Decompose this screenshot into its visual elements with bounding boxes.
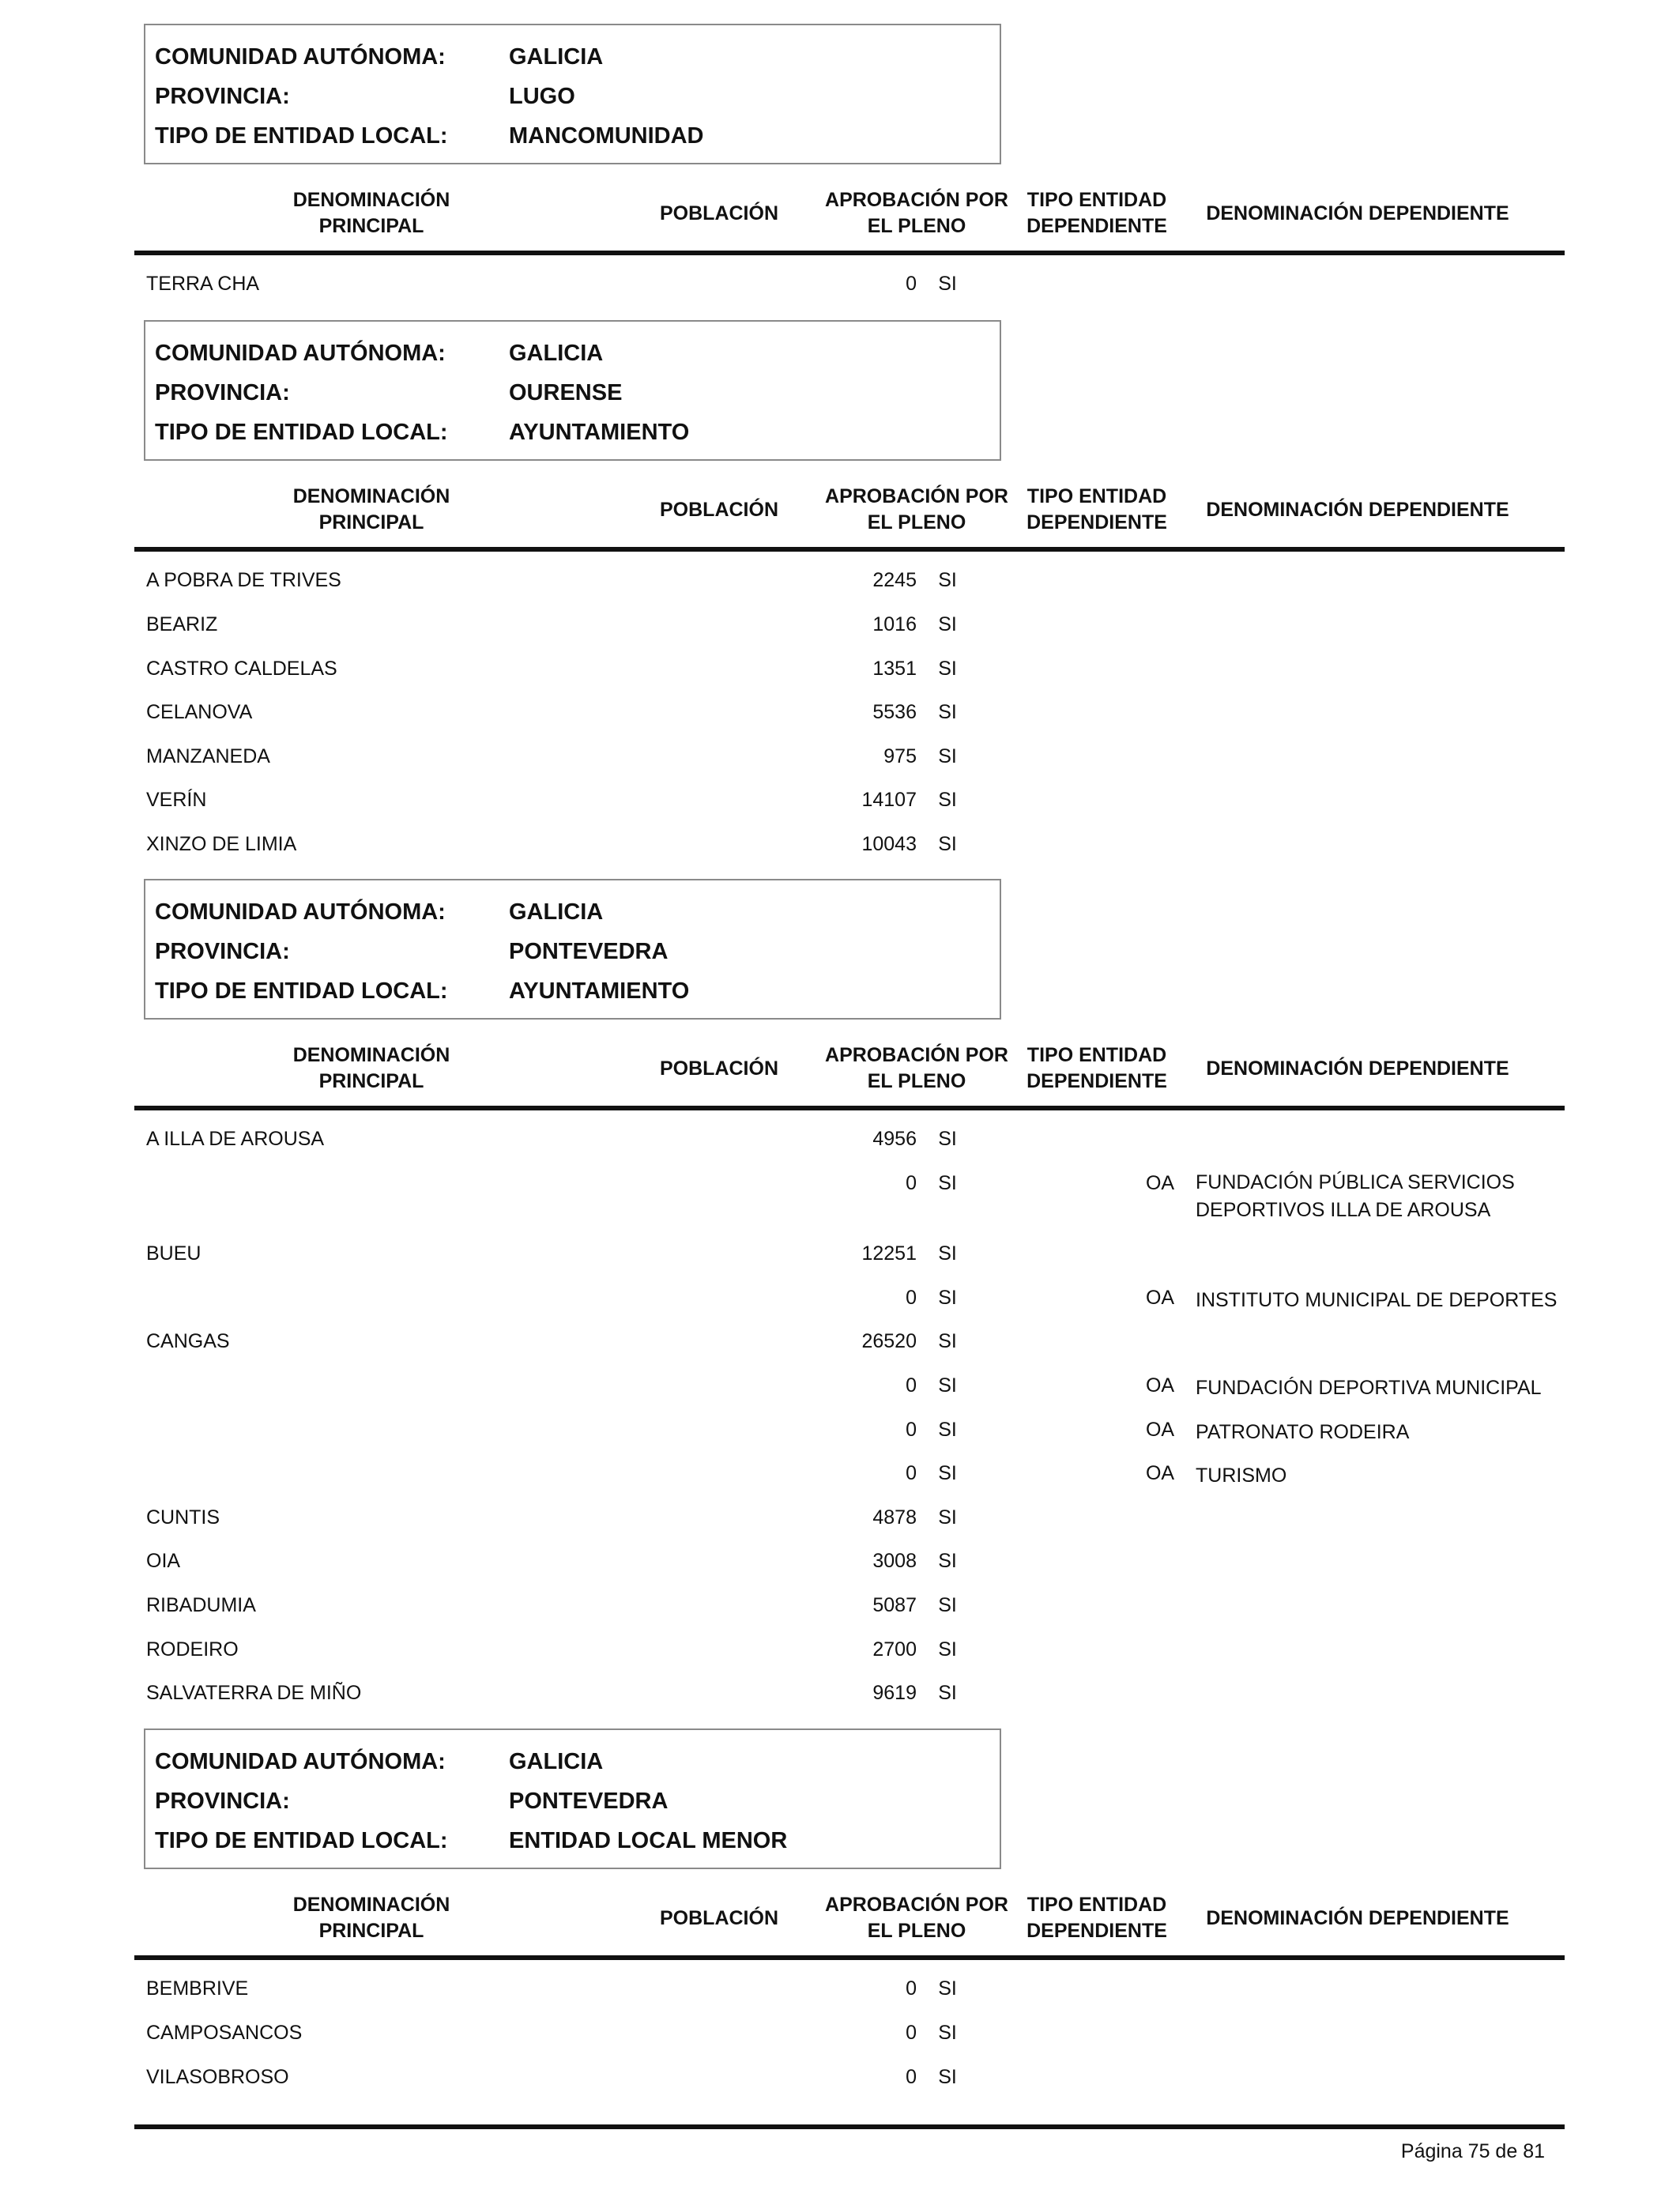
header-rule <box>134 1955 1565 1960</box>
row-aprobacion: SI <box>938 1682 957 1704</box>
row-aprobacion: SI <box>938 273 957 295</box>
table-row <box>134 613 1565 653</box>
row-poblacion: 0 <box>906 2066 917 2088</box>
row-aprobacion: SI <box>938 1594 957 1616</box>
row-poblacion: 0 <box>906 1287 917 1309</box>
header-aprobacion: APROBACIÓN POR EL PLENO <box>825 1044 1008 1092</box>
row-aprobacion: SI <box>938 1638 957 1661</box>
comunidad-label: COMUNIDAD AUTÓNOMA: <box>155 341 446 366</box>
table-row <box>134 1594 1565 1634</box>
table-row <box>134 701 1565 741</box>
row-aprobacion: SI <box>938 2022 957 2044</box>
header-denominacion-principal: DENOMINACIÓN PRINCIPAL <box>292 189 450 237</box>
row-name: VILASOBROSO <box>146 2066 289 2088</box>
table-row <box>134 1128 1565 1167</box>
section-info-box <box>144 879 1001 1020</box>
row-dependiente: TURISMO <box>1196 1465 1287 1487</box>
row-poblacion: 1016 <box>872 613 917 635</box>
row-aprobacion: SI <box>938 1287 957 1309</box>
row-poblacion: 5536 <box>872 701 917 723</box>
table-row <box>134 1550 1565 1589</box>
header-tipo-entidad: TIPO ENTIDAD DEPENDIENTE <box>1026 1044 1167 1092</box>
row-aprobacion: SI <box>938 658 957 680</box>
comunidad-label: COMUNIDAD AUTÓNOMA: <box>155 44 446 70</box>
table-row <box>134 1330 1565 1370</box>
table-row <box>134 1506 1565 1546</box>
row-aprobacion: SI <box>938 833 957 855</box>
row-poblacion: 0 <box>906 1172 917 1194</box>
row-dependiente: FUNDACIÓN PÚBLICA SERVICIOS DEPORTIVOS ILLA DE AROUSA <box>1196 1171 1515 1221</box>
row-poblacion: 4878 <box>872 1506 917 1529</box>
footer-rule <box>134 2124 1565 2129</box>
row-tipo: OA <box>1145 1462 1175 1484</box>
row-aprobacion: SI <box>938 1550 957 1572</box>
row-name: OIA <box>146 1550 181 1572</box>
row-aprobacion: SI <box>938 1330 957 1352</box>
row-poblacion: 2700 <box>872 1638 917 1661</box>
provincia-label: PROVINCIA: <box>155 939 290 964</box>
section-info-box <box>144 1728 1001 1869</box>
row-poblacion: 0 <box>906 273 917 295</box>
tipo-entidad-value: MANCOMUNIDAD <box>509 123 704 149</box>
table-row <box>134 789 1565 828</box>
row-aprobacion: SI <box>938 1128 957 1150</box>
row-aprobacion: SI <box>938 569 957 591</box>
row-aprobacion: SI <box>938 701 957 723</box>
row-name: CUNTIS <box>146 1506 220 1529</box>
provincia-value: OURENSE <box>509 380 623 405</box>
row-dependiente: INSTITUTO MUNICIPAL DE DEPORTES <box>1196 1289 1558 1311</box>
row-aprobacion: SI <box>938 1242 957 1265</box>
header-denominacion-dependiente: DENOMINACIÓN DEPENDIENTE <box>1206 1906 1509 1929</box>
row-aprobacion: SI <box>938 613 957 635</box>
table-row <box>134 1172 1565 1243</box>
row-dependiente: FUNDACIÓN DEPORTIVA MUNICIPAL <box>1196 1377 1542 1399</box>
row-poblacion: 9619 <box>872 1682 917 1704</box>
header-rule <box>134 547 1565 552</box>
header-poblacion: POBLACIÓN <box>660 1906 778 1929</box>
provincia-value: PONTEVEDRA <box>509 1789 669 1814</box>
table-row <box>134 1638 1565 1678</box>
header-denominacion-principal: DENOMINACIÓN PRINCIPAL <box>292 485 450 533</box>
row-tipo: OA <box>1145 1419 1175 1441</box>
table-row <box>134 2066 1565 2105</box>
row-tipo: OA <box>1145 1374 1175 1397</box>
comunidad-label: COMUNIDAD AUTÓNOMA: <box>155 1749 446 1774</box>
row-poblacion: 0 <box>906 1374 917 1397</box>
table-row <box>134 1419 1565 1458</box>
row-name: MANZANEDA <box>146 745 270 767</box>
row-poblacion: 0 <box>906 1419 917 1441</box>
header-denominacion-dependiente: DENOMINACIÓN DEPENDIENTE <box>1206 202 1509 224</box>
header-denominacion-principal: DENOMINACIÓN PRINCIPAL <box>292 1044 450 1092</box>
header-rule <box>134 1106 1565 1110</box>
tipo-entidad-value: AYUNTAMIENTO <box>509 420 690 445</box>
header-tipo-entidad: TIPO ENTIDAD DEPENDIENTE <box>1026 485 1167 533</box>
header-aprobacion: APROBACIÓN POR EL PLENO <box>825 485 1008 533</box>
row-name: TERRA CHA <box>146 273 260 295</box>
header-poblacion: POBLACIÓN <box>660 498 778 521</box>
table-row <box>134 658 1565 697</box>
row-poblacion: 14107 <box>861 789 917 811</box>
column-header-row <box>134 1879 1565 1958</box>
provincia-label: PROVINCIA: <box>155 380 290 405</box>
row-aprobacion: SI <box>938 1419 957 1441</box>
table-row <box>134 1287 1565 1326</box>
row-aprobacion: SI <box>938 2066 957 2088</box>
row-poblacion: 10043 <box>861 833 917 855</box>
table-row <box>134 1462 1565 1502</box>
header-tipo-entidad: TIPO ENTIDAD DEPENDIENTE <box>1026 1894 1167 1942</box>
row-aprobacion: SI <box>938 1172 957 1194</box>
row-name: A ILLA DE AROUSA <box>146 1128 325 1150</box>
row-name: VERÍN <box>146 789 207 811</box>
header-aprobacion: APROBACIÓN POR EL PLENO <box>825 1894 1008 1942</box>
row-name: BEARIZ <box>146 613 218 635</box>
row-name: XINZO DE LIMIA <box>146 833 297 855</box>
table-row <box>134 1977 1565 2017</box>
section-info-box <box>144 320 1001 461</box>
table-row <box>134 569 1565 609</box>
row-dependiente: PATRONATO RODEIRA <box>1196 1421 1410 1443</box>
column-header-row <box>134 470 1565 549</box>
row-poblacion: 975 <box>883 745 917 767</box>
row-poblacion: 3008 <box>872 1550 917 1572</box>
tipo-entidad-label: TIPO DE ENTIDAD LOCAL: <box>155 978 448 1004</box>
provincia-value: PONTEVEDRA <box>509 939 669 964</box>
row-name: CASTRO CALDELAS <box>146 658 337 680</box>
row-poblacion: 26520 <box>861 1330 917 1352</box>
header-denominacion-dependiente: DENOMINACIÓN DEPENDIENTE <box>1206 498 1509 521</box>
provincia-value: LUGO <box>509 84 575 109</box>
comunidad-value: GALICIA <box>509 1749 604 1774</box>
row-aprobacion: SI <box>938 1506 957 1529</box>
table-row <box>134 1242 1565 1282</box>
row-poblacion: 0 <box>906 1977 917 2000</box>
row-aprobacion: SI <box>938 1977 957 2000</box>
table-row <box>134 745 1565 785</box>
row-aprobacion: SI <box>938 1462 957 1484</box>
comunidad-value: GALICIA <box>509 44 604 70</box>
page-number: Página 75 de 81 <box>1400 2140 1545 2162</box>
header-tipo-entidad: TIPO ENTIDAD DEPENDIENTE <box>1026 189 1167 237</box>
tipo-entidad-label: TIPO DE ENTIDAD LOCAL: <box>155 420 448 445</box>
row-name: RODEIRO <box>146 1638 239 1661</box>
row-name: A POBRA DE TRIVES <box>146 569 341 591</box>
header-rule <box>134 251 1565 255</box>
provincia-label: PROVINCIA: <box>155 1789 290 1814</box>
header-denominacion-principal: DENOMINACIÓN PRINCIPAL <box>292 1894 450 1942</box>
row-name: CANGAS <box>146 1330 230 1352</box>
header-poblacion: POBLACIÓN <box>660 1057 778 1080</box>
tipo-entidad-value: ENTIDAD LOCAL MENOR <box>509 1828 788 1853</box>
row-name: BUEU <box>146 1242 202 1265</box>
header-aprobacion: APROBACIÓN POR EL PLENO <box>825 189 1008 237</box>
table-row <box>134 833 1565 873</box>
comunidad-label: COMUNIDAD AUTÓNOMA: <box>155 899 446 925</box>
comunidad-value: GALICIA <box>509 341 604 366</box>
table-row <box>134 273 1565 312</box>
row-aprobacion: SI <box>938 1374 957 1397</box>
row-tipo: OA <box>1145 1172 1175 1194</box>
provincia-label: PROVINCIA: <box>155 84 290 109</box>
table-row <box>134 2022 1565 2061</box>
table-row <box>134 1374 1565 1414</box>
row-poblacion: 0 <box>906 2022 917 2044</box>
section-info-box <box>144 24 1001 164</box>
tipo-entidad-label: TIPO DE ENTIDAD LOCAL: <box>155 123 448 149</box>
column-header-row <box>134 174 1565 253</box>
row-aprobacion: SI <box>938 789 957 811</box>
tipo-entidad-label: TIPO DE ENTIDAD LOCAL: <box>155 1828 448 1853</box>
row-tipo: OA <box>1145 1287 1175 1309</box>
table-row <box>134 1682 1565 1721</box>
row-name: CAMPOSANCOS <box>146 2022 303 2044</box>
row-poblacion: 2245 <box>872 569 917 591</box>
row-name: SALVATERRA DE MIÑO <box>146 1682 362 1704</box>
row-name: BEMBRIVE <box>146 1977 249 2000</box>
row-aprobacion: SI <box>938 745 957 767</box>
row-poblacion: 4956 <box>872 1128 917 1150</box>
header-denominacion-dependiente: DENOMINACIÓN DEPENDIENTE <box>1206 1057 1509 1080</box>
row-poblacion: 1351 <box>872 658 917 680</box>
tipo-entidad-value: AYUNTAMIENTO <box>509 978 690 1004</box>
comunidad-value: GALICIA <box>509 899 604 925</box>
column-header-row <box>134 1029 1565 1108</box>
row-poblacion: 12251 <box>861 1242 917 1265</box>
header-poblacion: POBLACIÓN <box>660 202 778 224</box>
row-poblacion: 5087 <box>872 1594 917 1616</box>
row-poblacion: 0 <box>906 1462 917 1484</box>
row-name: RIBADUMIA <box>146 1594 256 1616</box>
row-name: CELANOVA <box>146 701 253 723</box>
